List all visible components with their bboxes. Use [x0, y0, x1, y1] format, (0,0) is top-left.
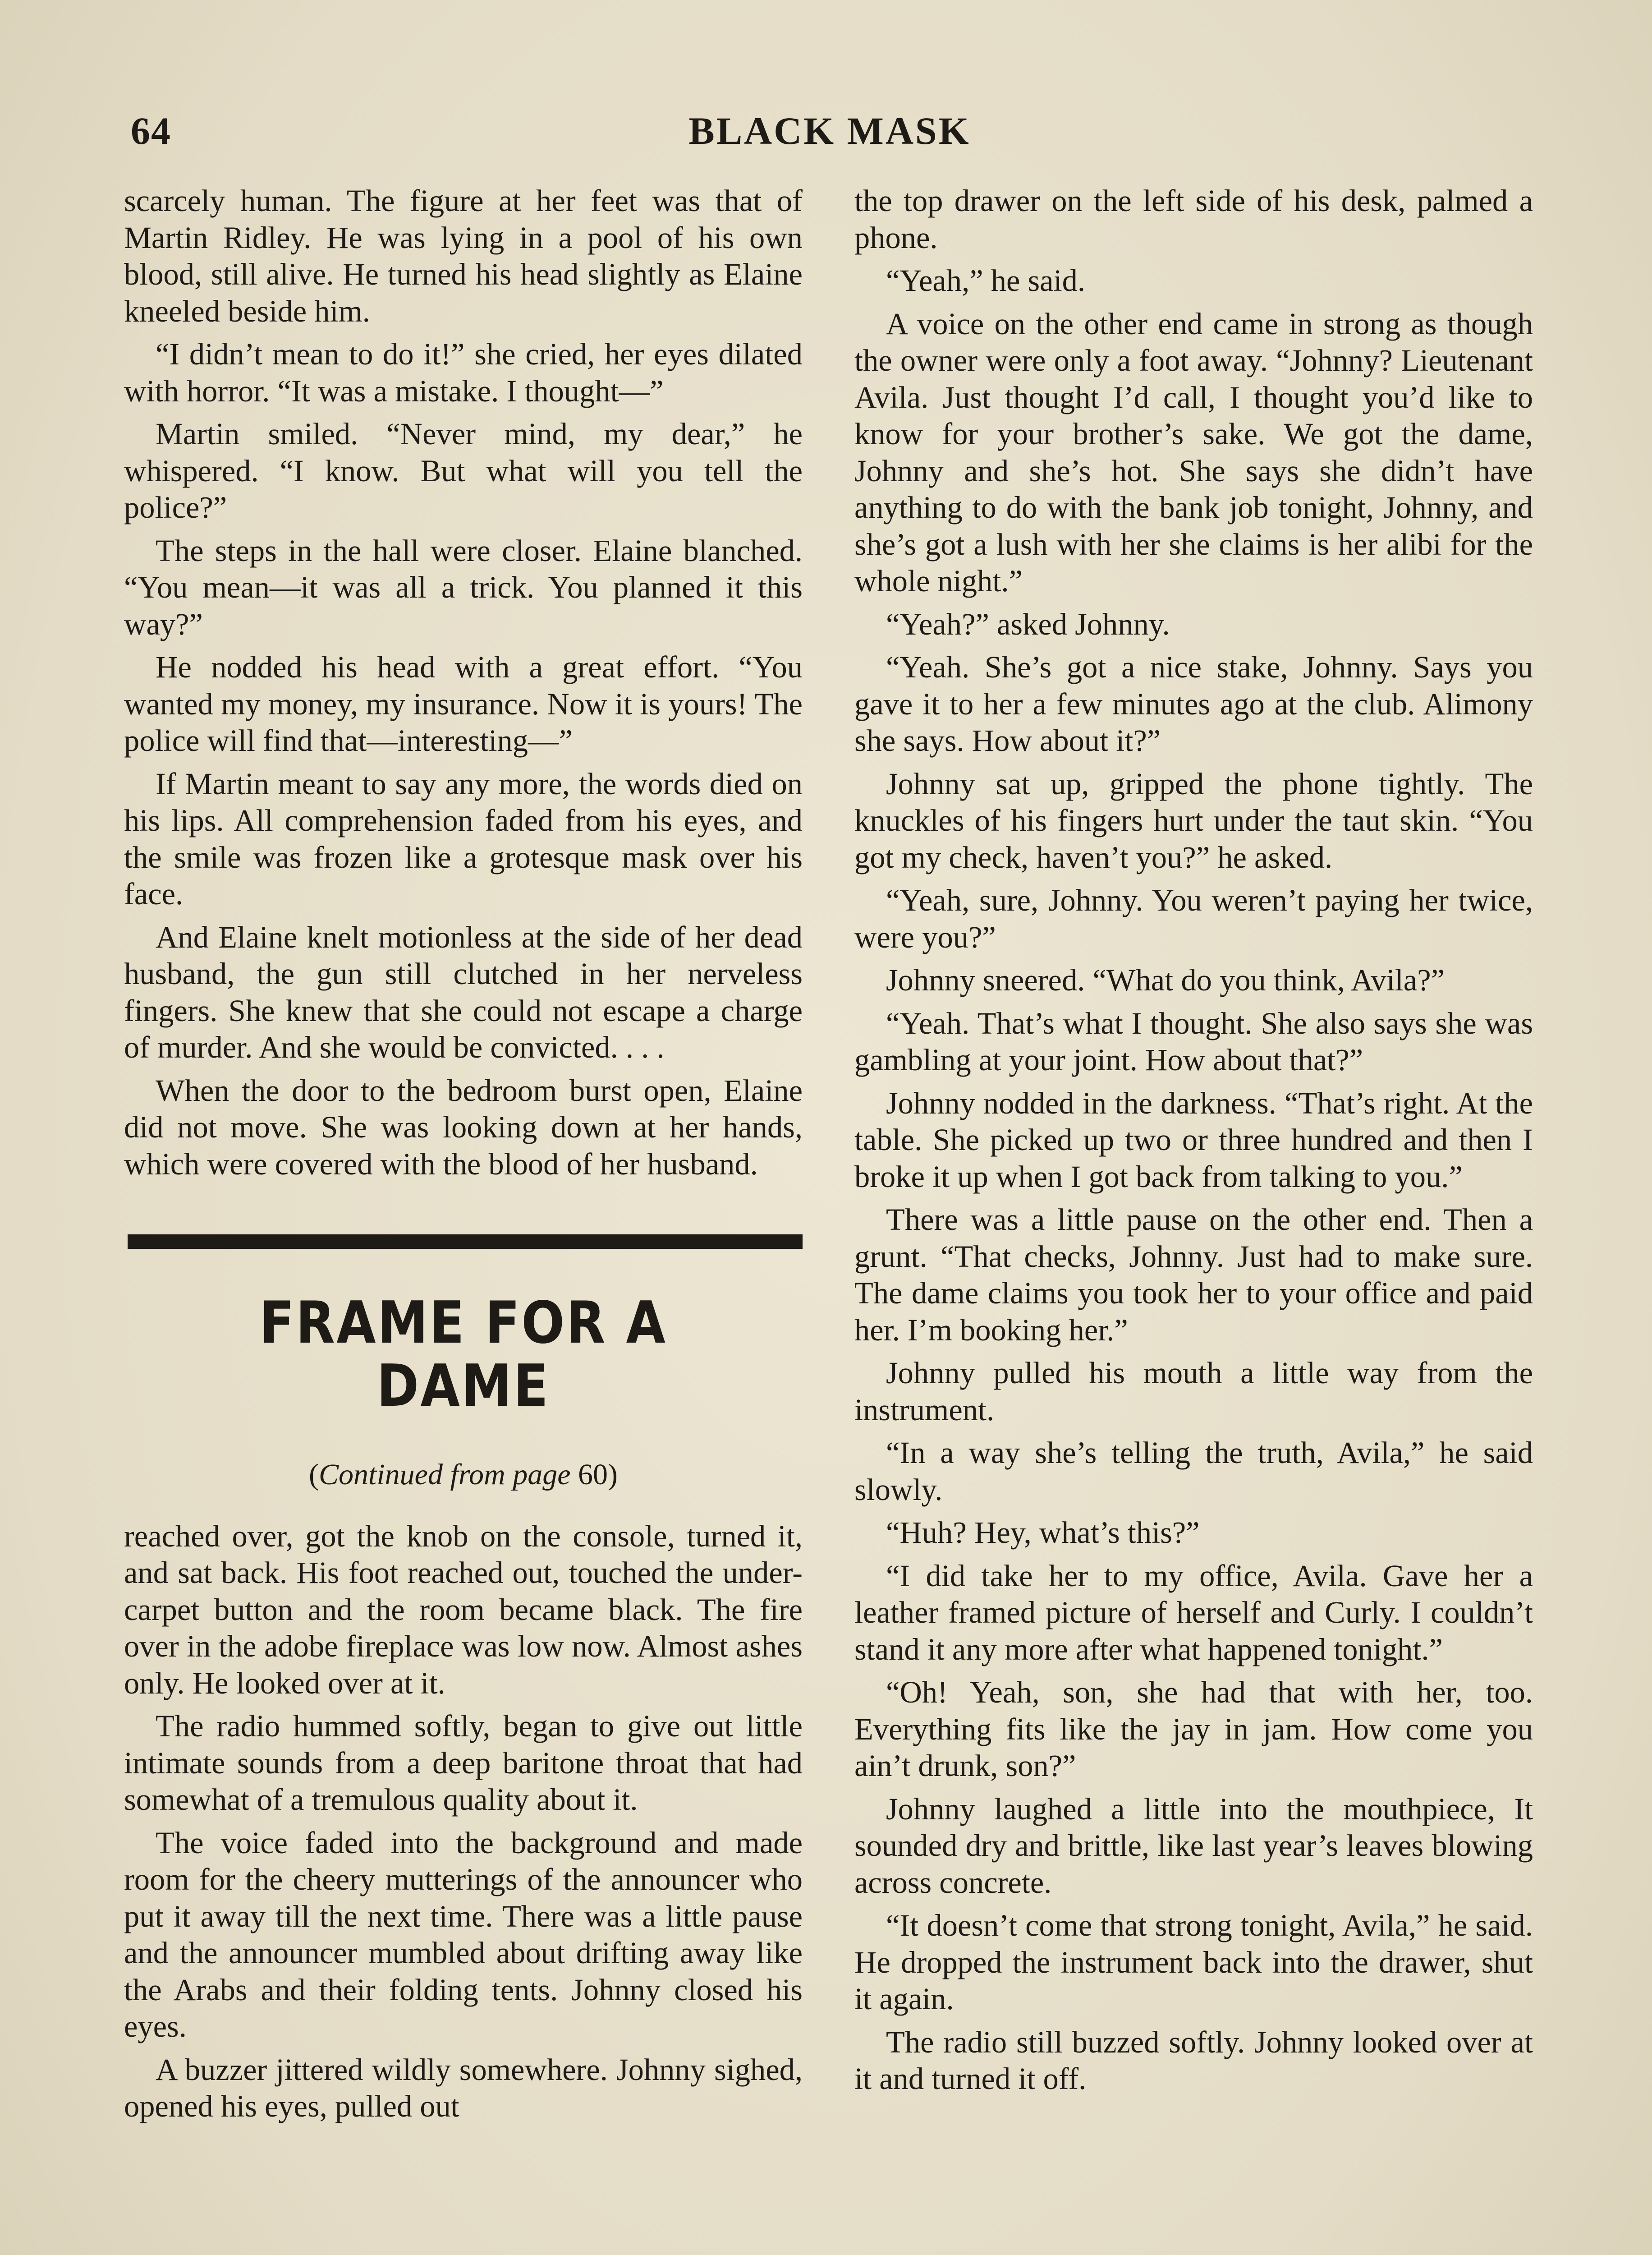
paragraph: Johnny sneered. “What do you think, Avila?” [886, 963, 1445, 997]
paragraph: And Elaine knelt motionless at the side of her dead husband, the gun still clutched in her nerveless fingers. She knew that she could not escape a charge of murder. And she would be convicted. . . . [124, 920, 803, 1064]
paragraph: The radio still buzzed softly. Johnny looked over at it and turned it off. [854, 2025, 1533, 2096]
paragraph: “I did take her to my office, Avila. Gave her a leather framed picture of herself and Curly. I couldn’t stand it any more after what happened tonight.” [854, 1558, 1533, 1666]
continued-label: Continued from page [318, 1458, 571, 1491]
paragraph: Johnny pulled his mouth a little way from the instrument. [854, 1356, 1533, 1427]
running-head: BLACK MASK [688, 109, 971, 152]
paragraph: “I didn’t mean to do it!” she cried, her eyes dilated with horror. “It was a mistake. I thought—” [124, 337, 803, 408]
paragraph: He nodded his head with a great effort. “You wanted my money, my insurance. Now it is yours! The police will find that—interesting—” [124, 650, 803, 758]
paragraph: “Yeah?” asked Johnny. [886, 607, 1170, 641]
page-header [122, 108, 1537, 167]
paragraph: “Yeah. That’s what I thought. She also says she was gambling at your joint. How about that?” [854, 1006, 1533, 1077]
paragraph: “Yeah, sure, Johnny. You weren’t paying her twice, were you?” [854, 883, 1533, 954]
paragraph: The voice faded into the background and made room for the cheery mutterings of the announcer who put it away till the next time. There was a little pause and the announcer mumbled about drifting away like the Arabs and their folding tents. Johnny closed his eyes. [124, 1825, 803, 2043]
paragraph: “Huh? Hey, what’s this?” [886, 1515, 1200, 1550]
section-divider [128, 1234, 803, 1249]
paragraph: Johnny nodded in the darkness. “That’s right. At the table. She picked up two or three hundred and then I broke it up when I got back from talking to you.” [854, 1086, 1533, 1194]
paragraph: Johnny sat up, gripped the phone tightly. The knuckles of his fingers hurt under the taut skin. “You got my check, haven’t you?” he asked. [854, 766, 1533, 874]
right-column [854, 183, 1533, 2104]
paragraph: “Oh! Yeah, son, she had that with her, too. Everything fits like the jay in jam. How come you ain’t drunk, son?” [854, 1675, 1533, 1783]
paragraph: A buzzer jittered wildly somewhere. Johnny sighed, opened his eyes, pulled out [124, 2052, 803, 2123]
paragraph: The steps in the hall were closer. Elaine blanched. “You mean—it was all a trick. You planned it this way?” [124, 533, 803, 641]
paragraph: “Yeah,” he said. [886, 263, 1085, 298]
paragraph: If Martin meant to say any more, the words died on his lips. All comprehension faded from his eyes, and the smile was frozen like a grotesque mask over his face. [124, 766, 803, 911]
paragraph: the top drawer on the left side of his desk, palmed a phone. [854, 184, 1533, 255]
story-title: FRAME FOR A DAME [259, 1289, 667, 1420]
paragraph: There was a little pause on the other end. Then a grunt. “That checks, Johnny. Just had to make sure. The dame claims you took her to your office and paid her. I’m booking her.” [854, 1202, 1533, 1347]
paragraph: When the door to the bedroom burst open, Elaine did not move. She was looking down at her hands, which were covered with the blood of her husband. [124, 1073, 803, 1181]
paragraph: “In a way she’s telling the truth, Avila,” he said slowly. [854, 1436, 1533, 1507]
paragraph: Martin smiled. “Never mind, my dear,” he whispered. “I know. But what will you tell the police?” [124, 417, 803, 525]
paragraph: reached over, got the knob on the console, turned it, and sat back. His foot reached out, touched the under-carpet button and the room became black. The fire over in the adobe fireplace was low now. Almost ashes only. He looked over at it. [124, 1519, 803, 1700]
paragraph: Johnny laughed a little into the mouthpiece, It sounded dry and brittle, like last year’s leaves blowing across concrete. [854, 1791, 1533, 1900]
paragraph: A voice on the other end came in strong as though the owner were only a foot away. “Johnny? Lieutenant Avila. Just thought I’d call, I thought you’d like to know for your brother’s sake. We got the dame, Johnny and she’s hot. She says she didn’t have anything to do with the bank job tonight, Johnny, and she’s got a lush with her she claims is her alibi for the whole night.” [854, 306, 1533, 598]
page-number: 64 [131, 109, 171, 152]
paragraph: “Yeah. She’s got a nice stake, Johnny. Says you gave it to her a few minutes ago at the club. Alimony she says. How about it?” [854, 650, 1533, 758]
paragraph: scarcely human. The figure at her feet was that of Martin Ridley. He was lying in a pool of his own blood, still alive. He turned his head slightly as Elaine kneeled beside him. [124, 184, 803, 328]
paragraph: The radio hummed softly, began to give out little intimate sounds from a deep baritone throat that had somewhat of a tremulous quality about it. [124, 1709, 803, 1817]
paragraph: “It doesn’t come that strong tonight, Avila,” he said. He dropped the instrument back into the drawer, shut it again. [854, 1908, 1533, 2016]
continued-note: (Continued from page 60) [309, 1458, 618, 1491]
left-column [124, 183, 803, 2131]
continued-page: 60 [578, 1458, 608, 1491]
